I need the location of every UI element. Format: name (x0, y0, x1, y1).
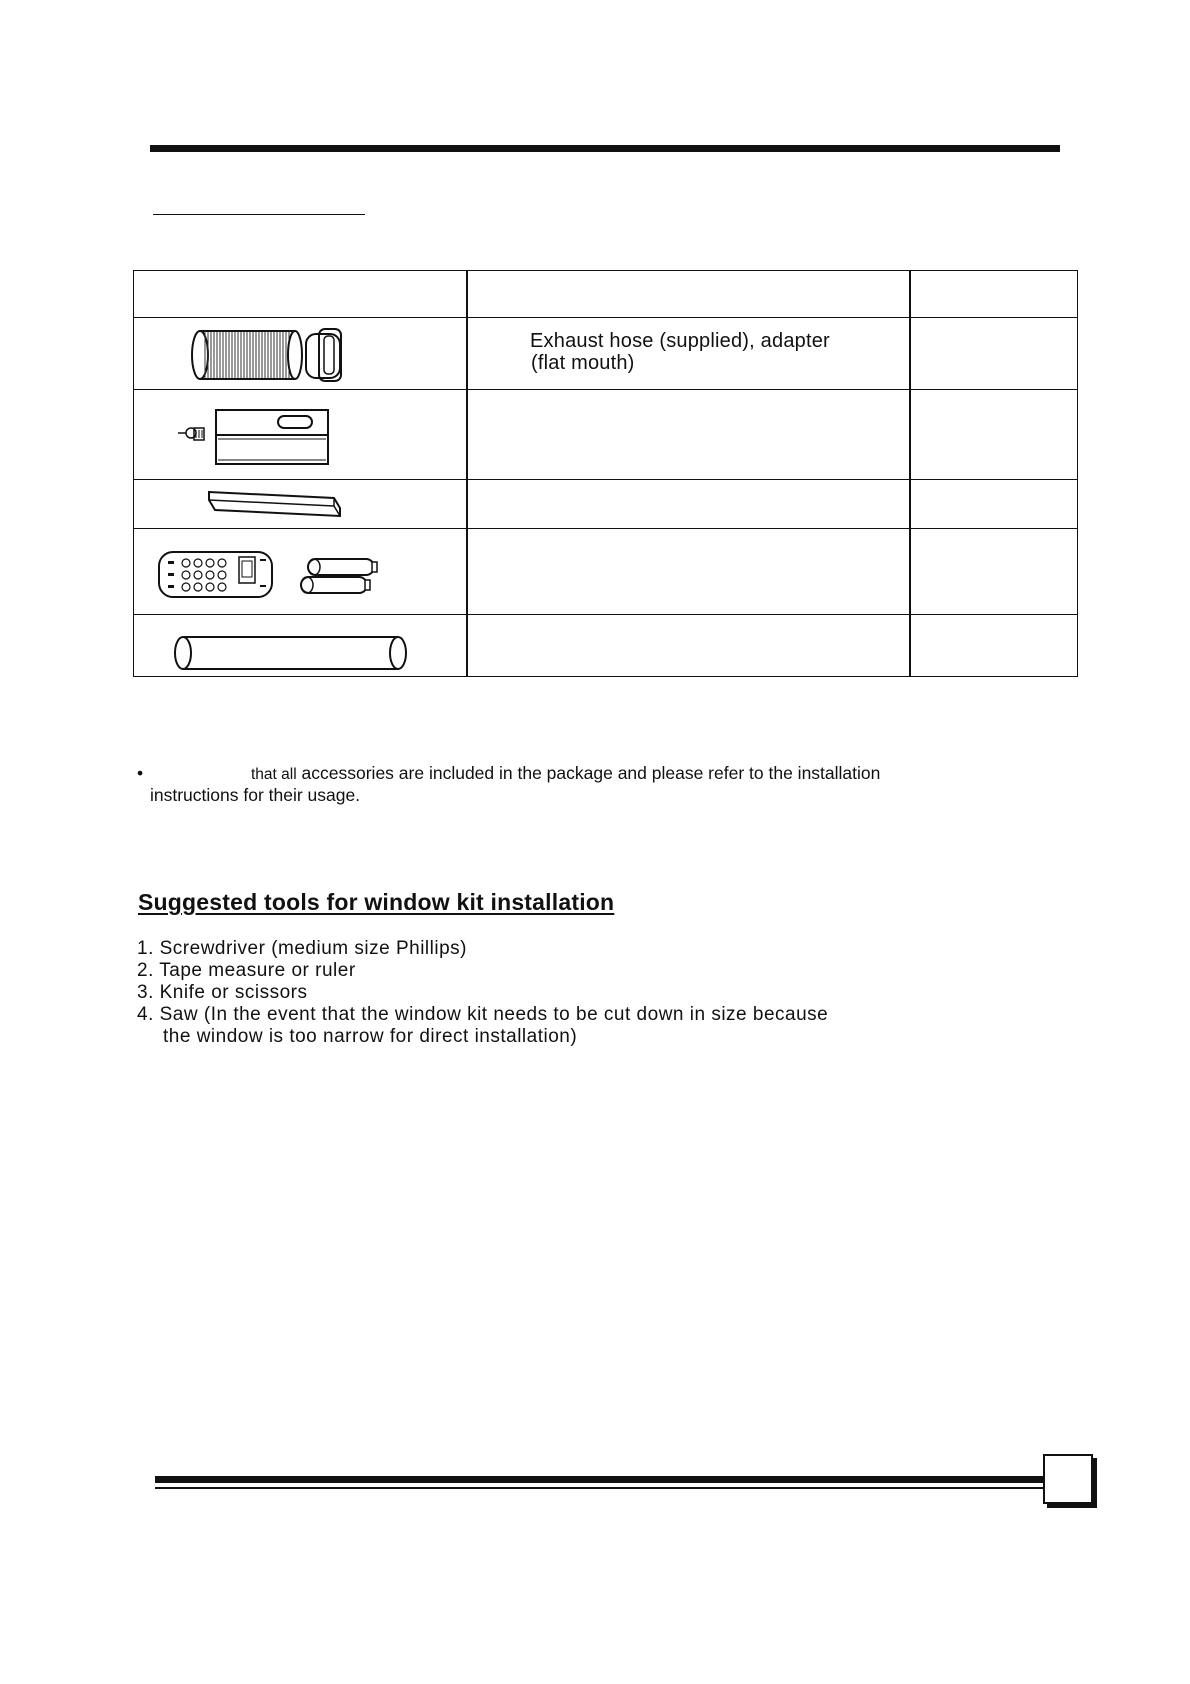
table-row (134, 480, 1077, 529)
bottom-rule-thin (155, 1487, 1043, 1489)
list-item: 1. Screwdriver (medium size Phillips) (137, 938, 467, 959)
column-divider (466, 271, 468, 676)
column-divider (909, 271, 911, 676)
tools-list (137, 938, 828, 1048)
note-small-text: that all (251, 766, 297, 783)
list-item-continuation: the window is too narrow for direct installation) (163, 1026, 578, 1047)
accessories-table (133, 270, 1078, 677)
table-row (134, 529, 1077, 615)
list-item: 4. Saw (In the event that the window kit needs to be cut down in size because (137, 1004, 829, 1025)
list-item: 3. Knife or scissors (137, 982, 308, 1003)
section-title-underline (153, 214, 365, 215)
exhaust-hose-icon (189, 326, 349, 384)
remote-control-icon (156, 549, 396, 605)
foam-seal-icon (204, 488, 354, 520)
table-row (134, 615, 1077, 678)
note-line2: instructions for their usage. (150, 785, 361, 805)
tools-heading: Suggested tools for window kit installation (138, 889, 615, 915)
note-text: accessories are included in the package and please refer to the installation (296, 763, 881, 783)
row-description: Exhaust hose (supplied), adapter (530, 330, 830, 352)
window-slider-icon (174, 408, 334, 468)
row-description-line2: (flat mouth) (531, 352, 635, 374)
table-header-row (134, 271, 1077, 318)
table-row (134, 390, 1077, 480)
bullet: • (137, 763, 144, 783)
list-item: 2. Tape measure or ruler (137, 960, 356, 981)
table-row (134, 318, 1077, 390)
note-line1 (251, 762, 880, 786)
page-number-box (1043, 1454, 1093, 1504)
bottom-rule (155, 1476, 1043, 1483)
top-rule (150, 145, 1060, 152)
drain-tube-icon (172, 635, 412, 673)
